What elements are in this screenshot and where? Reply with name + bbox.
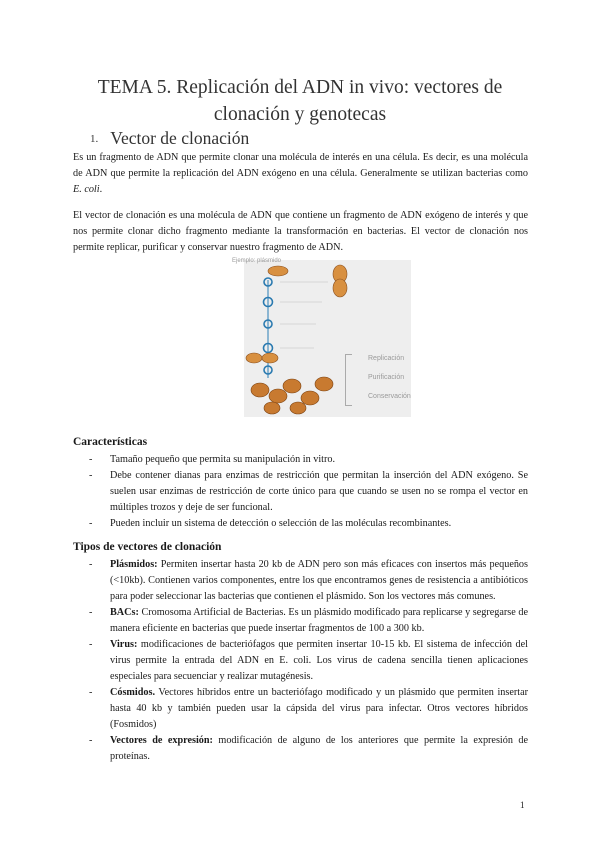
list-item-term: Vectores de expresión:	[110, 735, 213, 746]
section-number: 1.	[90, 133, 99, 145]
emphasis-text: E. coli	[73, 184, 100, 196]
list-item: - Tamaño pequeño que permita su manipulación in vitro.	[73, 452, 528, 468]
page-number: 1	[520, 800, 525, 810]
list-item-term: BACs:	[110, 607, 139, 618]
list-item-term: Plásmidos:	[110, 559, 158, 570]
figure-label: Ejemplo: plásmido	[232, 258, 282, 264]
list-item	[73, 557, 528, 605]
page-title: TEMA 5. Replicación del ADN in vivo: vectores de clonación y genotecas	[97, 77, 503, 125]
list-item-text: modificación de alguno de los anteriores que permite la expresión de proteínas.	[110, 735, 529, 762]
paragraph-vector: El vector de clonación es una molécula de ADN que contiene un fragmento de ADN exógeno de interés y que nos permite clonar dicho fragmento mediante la transformación en bacterias. El vector de clonación nos permite replicar, purificar y conservar nuestro fragmento de ADN.	[73, 210, 528, 254]
list-item: - Pueden incluir un sistema de detección o selección de las moléculas recombinantes.	[73, 516, 528, 532]
list-item-term: Virus:	[110, 639, 138, 650]
list-item-text: Cromosoma Artificial de Bacterias. Es un plásmido modificado para replicarse y segregarse de manera eficiente en bacterias que puede insertar fragmentos de 100 a 300 kb.	[110, 607, 528, 634]
paragraph-text: Es un fragmento de ADN que permite clonar una molécula de interés en una célula. Es decir, es una molécula de ADN que permite la replicación del ADN exógeno en una célula. Generalmente se utilizan bacterias como	[73, 152, 528, 180]
list-item-text: modificaciones de bacteriófagos que permiten insertar 10-15 kb. El sistema de infección del virus permite la entrada del ADN en E. coli. Los virus de cadena sencilla tienen aplicaciones especiales para secuenciar y realizar mutagénesis.	[110, 639, 528, 682]
list-item	[73, 733, 528, 765]
caracteristicas-list	[73, 452, 528, 532]
section-title: Vector de clonación	[110, 128, 250, 148]
caracteristicas-heading: Características	[73, 436, 148, 448]
list-item	[73, 605, 528, 637]
step-label-2: Purificación	[368, 374, 405, 381]
list-item-text: Vectores híbridos entre un bacteriófago modificado y un plásmido que permiten insertar hasta 40 kb y también pueden usar la cápsida del virus para infectar. Otros vectores híbridos (Fosmidos)	[110, 687, 528, 730]
step-label-1: Replicación	[368, 355, 405, 362]
paragraph-text-end: .	[99, 184, 103, 196]
list-item	[73, 685, 528, 733]
list-item-text: Permiten insertar hasta 20 kb de ADN pero son más eficaces con insertos más pequeños (<10kb). Contienen varios componentes, entre los que encontramos genes de resistencia a antibióticos para poder seleccionar las bacterias que contienen el plásmido. Son los vectores más comunes.	[110, 559, 528, 602]
paragraph-definition	[73, 150, 528, 199]
tipos-list	[73, 557, 528, 765]
steps-bracket	[345, 354, 352, 406]
list-item-term: Cósmidos.	[110, 687, 156, 698]
step-label-3: Conservación	[368, 393, 411, 400]
tipos-heading: Tipos de vectores de clonación	[73, 541, 222, 553]
section-heading	[90, 128, 249, 149]
list-item: - Debe contener dianas para enzimas de restricción que permitan la inserción del ADN exógeno. Se suelen usar enzimas de restricción de corte único para que cuando se usen no se rompa el vector en múltiples trozos y deje de ser funcional.	[73, 468, 528, 516]
list-item	[73, 637, 528, 685]
